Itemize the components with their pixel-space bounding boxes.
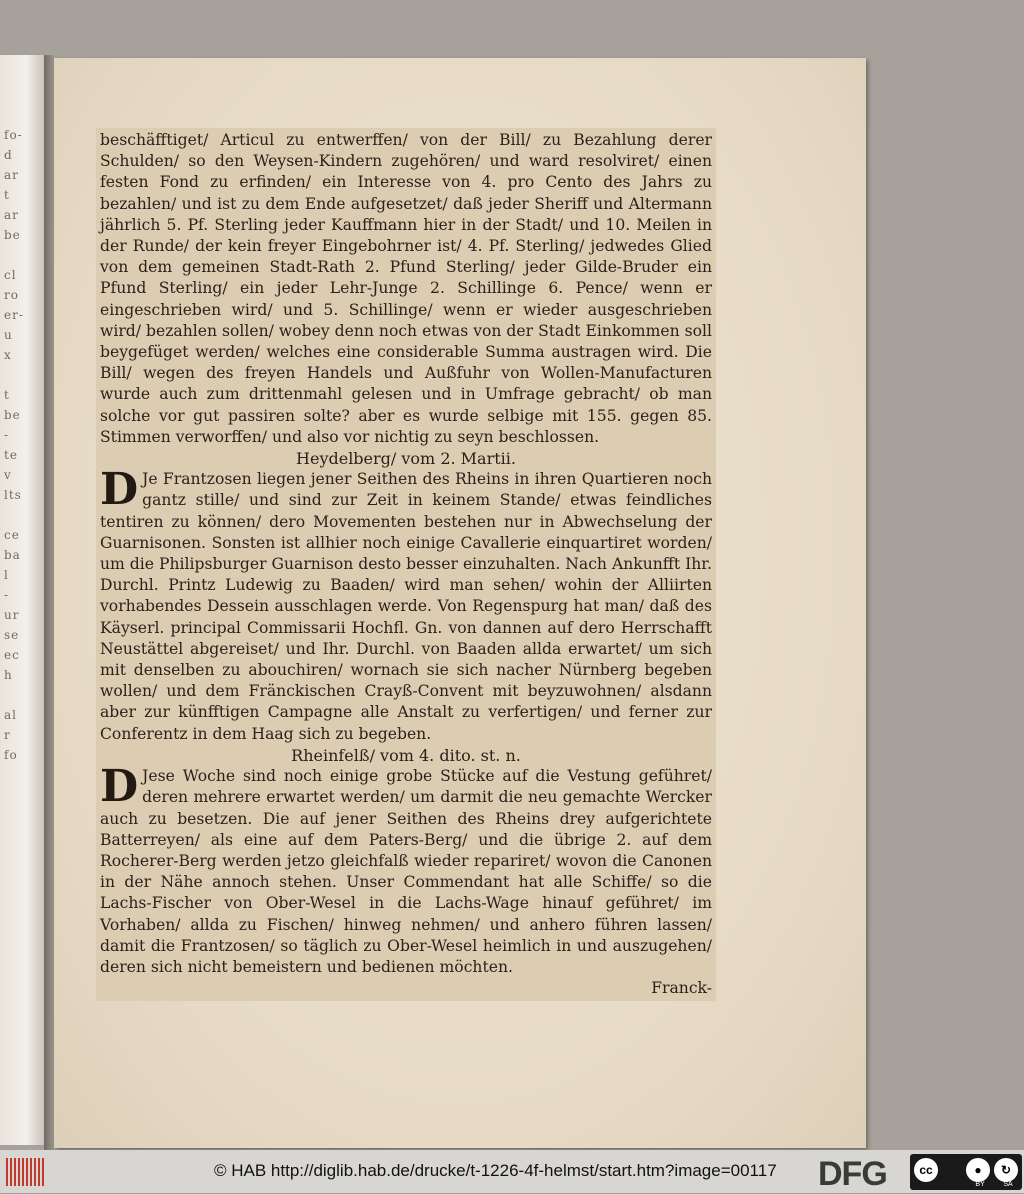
paragraph-2 [100, 464, 712, 745]
cc-labels [966, 1181, 1022, 1188]
left-page-marks: fo- d ar t ar be cl ro er- u x t be - te v lts ce ba l - ur se ec h al r fo [4, 128, 24, 762]
drop-cap: D [100, 761, 139, 813]
heading-rheinfels: Rheinfelß/ vom 4. dito. st. n. [291, 745, 521, 765]
paragraph-3-text: Jese Woche sind noch einige grobe Stücke auf die Vestung geführet/ deren mehrere erwartet werden/ um darmit die neu gemachte Wercker auch zu besetzen. Die auf jener Seithen des Rheins drey aufgerichtete Batterreyen/ als eine auf dem Paters-Berg/ und die übrige 2. auf dem Rocherer-Berg werden jetzo gleichfalß wieder repariret/ wovon die Canonen in der Nähe annoch stehen. Unser Commendant hat alle Schiffe/ so die Lachs-Fischer von Ober-Wesel in die Lachs-Wage hinauf geführet/ im Vorhaben/ allda zu Fischen/ hinweg nehmen/ und anhero führen lassen/ damit die Frantzosen/ so täglich zu Ober-Wesel heimlich in und auszugehen/ deren sich nicht bemeistern und bedienen möchten. [100, 767, 712, 976]
catchword: Franck- [651, 979, 712, 998]
copyright-link[interactable]: © HAB http://diglib.hab.de/drucke/t-1226-4f-helmst/start.htm?image=00117 [214, 1161, 777, 1180]
paragraph-2-text: Je Frantzosen liegen jener Seithen des Rheins in ihren Quartieren noch gantz stille/ und sind zur Zeit in keinem Stande/ etwas feindliches tentiren zu können/ dero Movementen bestehen nur in Abwechselung der Guarnisonen. Sonsten ist allhier noch einige Cavallerie einquartiret worden/ um die Philipsburger Guarnison desto besser einzuhalten. Nach Ankunfft Ihr. Durchl. Printz Ludewig zu Baaden/ wird man sehen/ wohin der Alliirten vorhabendes Dessein ausschlagen werde. Von Regenspurg hat man/ daß des Käyserl. principal Commissarii Hochfl. Gn. von dannen auf dero Herrschafft Neustättel abgereiset/ und Ihr. Durchl. von Baaden allda erwartet/ um sich mit denselben zu abouchiren/ wornach sie sich nacher Nürnberg begeben wollen/ und dem Fränckischen Crayß-Convent mit beyzuwohnen/ alsdann aber zur künfftigen Campagne alle Anstalt zu verfertigen/ und ferner zur Conferentz in dem Haag sich zu begeben. [100, 470, 712, 743]
document-page [54, 58, 866, 1148]
cc-circle-icon: cc [914, 1158, 938, 1182]
dfg-logo[interactable]: DFG [818, 1155, 887, 1193]
by-person-icon: ● [966, 1158, 990, 1182]
barcode-icon [6, 1158, 44, 1186]
drop-cap: D [100, 464, 139, 516]
left-page-edge [0, 55, 45, 1145]
book-spine [44, 55, 54, 1150]
cc-sa-label: SA [1003, 1181, 1013, 1188]
paragraph-1: beschäfftiget/ Articul zu entwerffen/ von der Bill/ zu Bezahlung derer Schulden/ so den Weysen-Kindern zugehören/ und ward resolviret/ einen festen Fond zu erfinden/ ein Interesse von 4. pro Cento des Jahrs zu bezahlen/ und ist zu dem Ende aufgesetzet/ daß jeder Sheriff und Altermann jährlich 5. Pf. Sterling jeder Kauffmann hier in der Stadt/ und 10. Meilen in der Runde/ der kein freyer Eingebohrner ist/ 4. Pf. Sterling/ jedwedes Glied von dem gemeinen Stadt-Rath 2. Pfund Sterling/ jeder Gilde-Bruder ein Pfund Sterling/ ein jeder Lehr-Junge 2. Schillinge 6. Pence/ wenn er eingeschrieben wird/ und 5. Schillinge/ wenn er wieder ausgeschrieben wird/ bezahlen sollen/ wobey denn noch etwas von der Stadt Einkommen soll beygefüget werden/ welches eine considerable Summa austragen wird. Die Bill/ wegen des freyen Handels und Außfuhr von Wollen-Manufacturen wurde auch zum drittenmahl gelesen und in Umfrage gebracht/ ob man solche vor gut passiren solte? aber es wurde selbige mit 155. gegen 85. Stimmen verworffen/ und also vor nichtig zu seyn beschlossen. [100, 131, 712, 446]
text-column [96, 128, 716, 1001]
cc-by-sa-icon[interactable] [910, 1154, 1022, 1190]
viewer-footer [0, 1150, 1024, 1193]
heading-heydelberg: Heydelberg/ vom 2. Martii. [296, 449, 516, 469]
share-alike-icon: ↻ [994, 1158, 1018, 1182]
cc-by-label: BY [975, 1181, 985, 1188]
paragraph-3 [100, 761, 712, 978]
